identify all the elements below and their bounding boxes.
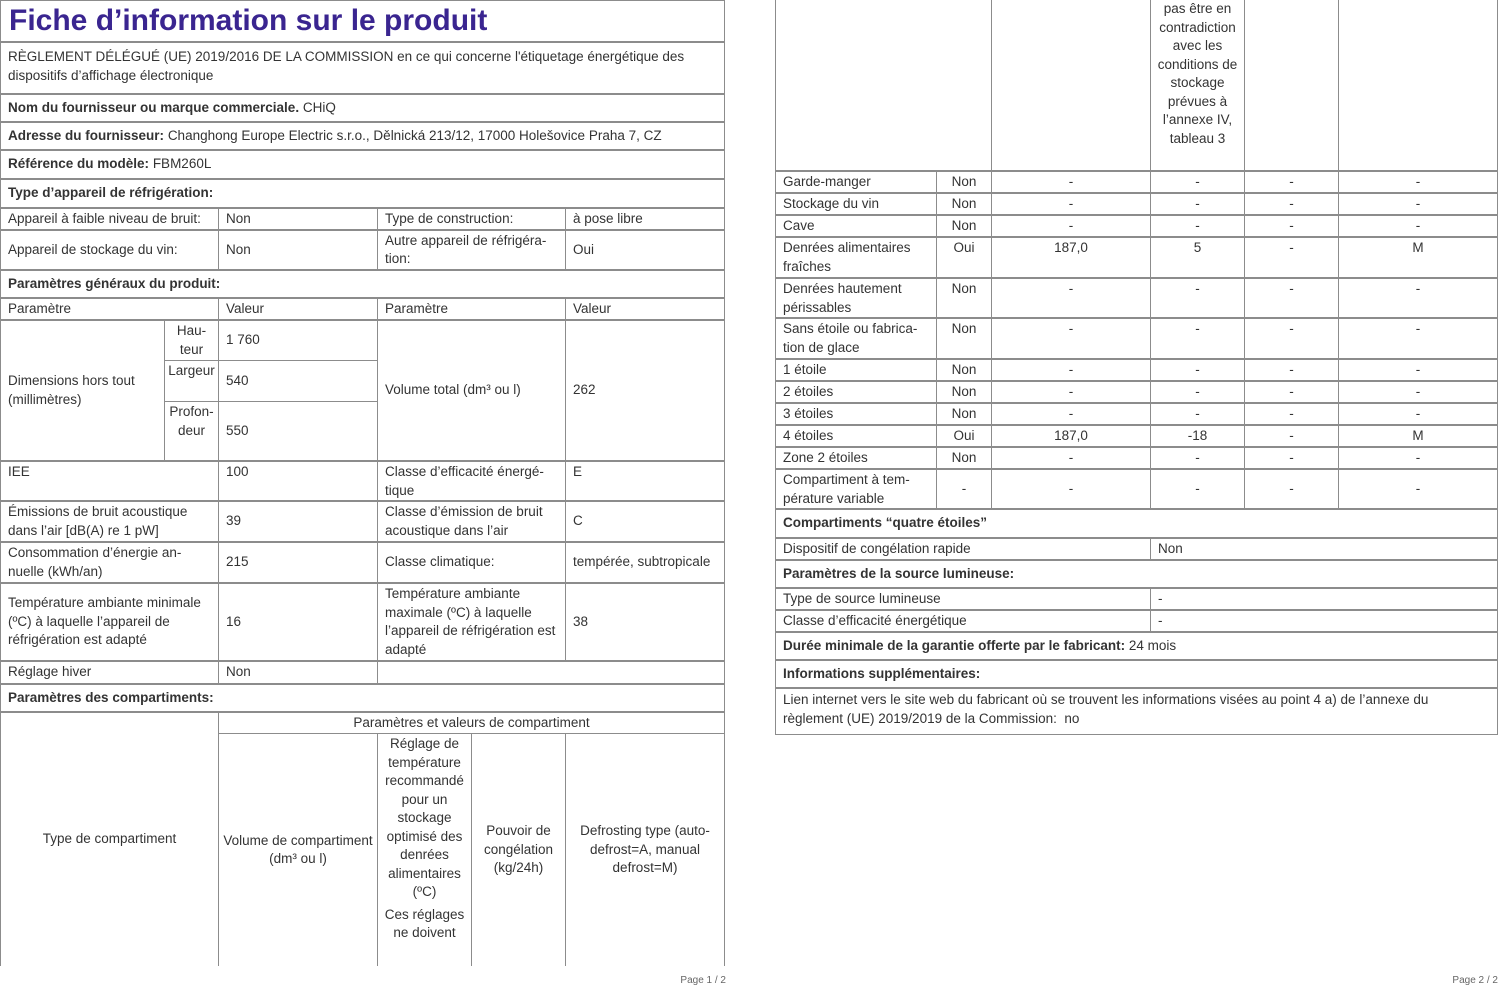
header-volume: Volume de compartiment (dm³ ou l) — [218, 733, 378, 966]
compartment-freezing-cell: - — [1244, 215, 1339, 237]
compartment-present-cell: Non — [936, 381, 992, 403]
light-class-value: - — [1150, 610, 1498, 632]
compartment-present-cell: Non — [936, 215, 992, 237]
total-volume-label: Volume total (dm³ ou l) — [377, 320, 566, 461]
energy-consumption-label: Consommation d’énergie annuelle (kWh/an) — [0, 542, 219, 583]
compartment-temp-cell: - — [1150, 171, 1245, 193]
construction-label: Type de construction: — [377, 208, 566, 230]
compartment-name-cell: 3 étoiles — [775, 403, 937, 425]
supplier-value: CHiQ — [302, 99, 336, 115]
compartment-defrost-cell: - — [1338, 278, 1498, 318]
header-freezing: Pouvoir de congélation (kg/24h) — [471, 733, 566, 966]
manufacturer-link-value: no — [1064, 710, 1080, 726]
other-appliance-value: Oui — [565, 230, 725, 270]
header-compartment-params: Paramètres et valeurs de compartiment — [218, 712, 725, 734]
warranty-value: 24 mois — [1128, 637, 1177, 653]
compartment-name-cell: 2 étoiles — [775, 381, 937, 403]
noise-class-label: Classe d’émission de bruit acoustique dans l’air — [377, 501, 566, 542]
compartment-defrost-cell: M — [1338, 237, 1498, 278]
max-temp-label: Température ambiante maximale (ºC) à laquelle l’appareil de réfrigération est adapté — [377, 583, 566, 661]
compartment-temp-cell: - — [1150, 318, 1245, 359]
model-row — [0, 150, 725, 179]
compartment-freezing-cell: - — [1244, 469, 1339, 509]
width-value: 540 — [218, 360, 378, 402]
model-label: Référence du modèle: — [8, 156, 150, 172]
cont-header-volume — [991, 0, 1151, 171]
compartment-name-cell: Stockage du vin — [775, 193, 937, 215]
compartment-defrost-cell: - — [1338, 193, 1498, 215]
compartment-present-cell: Non — [936, 318, 992, 359]
header-temperature-text: Réglage de température recommandé pour un stockage optimisé des denrées alimentaires (ºC) — [385, 736, 464, 899]
cont-header-type — [775, 0, 992, 171]
width-label: Largeur — [164, 360, 219, 402]
light-params-heading: Paramètres de la source lumineuse: — [775, 560, 1498, 588]
noise-emissions-label: Émissions de bruit acoustique dans l’air [dB(A) re 1 pW] — [0, 501, 219, 542]
compartment-volume-cell: 187,0 — [991, 237, 1151, 278]
compartment-volume-cell: - — [991, 403, 1151, 425]
climate-class-value: tempérée, subtropicale — [565, 542, 725, 583]
wine-storage-value: Non — [218, 230, 378, 270]
compartment-defrost-cell: - — [1338, 447, 1498, 469]
compartment-present-cell: Non — [936, 447, 992, 469]
compartment-freezing-cell: - — [1244, 171, 1339, 193]
compartment-volume-cell: - — [991, 215, 1151, 237]
light-type-value: - — [1150, 588, 1498, 610]
compartment-volume-cell: - — [991, 381, 1151, 403]
low-noise-value: Non — [218, 208, 378, 230]
col-header-value-1: Valeur — [218, 298, 378, 320]
eei-value: 100 — [218, 461, 378, 501]
compartment-temp-cell: - — [1150, 215, 1245, 237]
compartment-freezing-cell: - — [1244, 381, 1339, 403]
address-label: Adresse du fournisseur: — [8, 127, 165, 143]
compartment-temp-cell: -18 — [1150, 425, 1245, 447]
depth-label: Profondeur — [164, 401, 219, 461]
compartment-defrost-cell: - — [1338, 359, 1498, 381]
energy-consumption-value: 215 — [218, 542, 378, 583]
compartment-defrost-cell: - — [1338, 318, 1498, 359]
compartment-freezing-cell: - — [1244, 447, 1339, 469]
compartment-name-cell: 4 étoiles — [775, 425, 937, 447]
compartment-defrost-cell: - — [1338, 171, 1498, 193]
header-compartment-type: Type de compartiment — [0, 712, 219, 966]
climate-class-label: Classe climatique: — [377, 542, 566, 583]
compartment-defrost-cell: - — [1338, 215, 1498, 237]
height-label: Hauteur — [164, 320, 219, 361]
manufacturer-link-row — [775, 688, 1498, 735]
model-value: FBM260L — [152, 156, 212, 172]
page-1-footer: Page 1 / 2 — [680, 975, 726, 986]
light-type-label: Type de source lumineuse — [775, 588, 1151, 610]
min-temp-value: 16 — [218, 583, 378, 661]
compartment-present-cell: Non — [936, 278, 992, 318]
compartment-name-cell: Denrées hautement périssables — [775, 278, 937, 318]
total-volume-value: 262 — [565, 320, 725, 461]
manufacturer-link-text: Lien internet vers le site web du fabricant où se trouvent les informations visées au point 4 a) de l’annexe du règlement (UE) 2019/2019 de la Commission: — [783, 692, 1429, 726]
warranty-label: Durée minimale de la garantie offerte par le fabricant: — [783, 637, 1126, 653]
header-temperature — [377, 733, 472, 966]
compartment-present-cell: Non — [936, 403, 992, 425]
col-header-param-1: Paramètre — [0, 298, 219, 320]
compartment-volume-cell: - — [991, 278, 1151, 318]
low-noise-label: Appareil à faible niveau de bruit: — [0, 208, 219, 230]
height-value: 1 760 — [218, 320, 378, 361]
compartment-name-cell: Garde-manger — [775, 171, 937, 193]
supplier-label: Nom du fournisseur ou marque commerciale. — [8, 99, 300, 115]
compartment-name-cell: Denrées alimentaires fraîches — [775, 237, 937, 278]
dimensions-label: Dimensions hors tout (millimètres) — [0, 320, 165, 461]
compartment-volume-cell: - — [991, 318, 1151, 359]
col-header-param-2: Paramètre — [377, 298, 566, 320]
compartments-heading: Paramètres des compartiments: — [0, 684, 725, 712]
address-row — [0, 122, 725, 150]
compartment-volume-cell: - — [991, 171, 1151, 193]
noise-emissions-value: 39 — [218, 501, 378, 542]
supplier-row — [0, 94, 725, 122]
appliance-type-heading: Type d’appareil de réfrigération: — [0, 179, 725, 208]
compartment-defrost-cell: M — [1338, 425, 1498, 447]
wine-storage-label: Appareil de stockage du vin: — [0, 230, 219, 270]
compartment-temp-cell: - — [1150, 359, 1245, 381]
header-defrost: Defrosting type (auto-defrost=A, manual defrost=M) — [565, 733, 725, 966]
general-params-heading: Paramètres généraux du produit: — [0, 270, 725, 298]
header-temperature-note: Ces réglages ne doivent — [384, 906, 465, 940]
compartment-defrost-cell: - — [1338, 403, 1498, 425]
warranty-row — [775, 632, 1498, 660]
construction-value: à pose libre — [565, 208, 725, 230]
compartment-volume-cell: 187,0 — [991, 425, 1151, 447]
four-star-heading: Compartiments “quatre étoiles” — [775, 509, 1498, 538]
other-appliance-label: Autre appareil de réfrigération: — [377, 230, 566, 270]
quick-freeze-label: Dispositif de congélation rapide — [775, 538, 1151, 560]
min-temp-label: Température ambiante minimale (ºC) à laquelle l’appareil de réfrigération est adapté — [0, 583, 219, 661]
compartment-temp-cell: - — [1150, 278, 1245, 318]
light-class-label: Classe d’efficacité énergétique — [775, 610, 1151, 632]
compartment-volume-cell: - — [991, 447, 1151, 469]
cont-header-temp-note: pas être en contradiction avec les conditions de stockage prévues à l’annexe IV, tableau 3 — [1150, 0, 1245, 171]
compartment-freezing-cell: - — [1244, 237, 1339, 278]
compartment-temp-cell: 5 — [1150, 237, 1245, 278]
compartment-name-cell: Zone 2 étoiles — [775, 447, 937, 469]
compartment-present-cell: Oui — [936, 237, 992, 278]
address-value: Changhong Europe Electric s.r.o., Dělnická 213/12, 17000 Holešovice Praha 7, CZ — [167, 127, 662, 143]
compartment-temp-cell: - — [1150, 403, 1245, 425]
max-temp-value: 38 — [565, 583, 725, 661]
compartment-present-cell: Non — [936, 171, 992, 193]
efficiency-class-label: Classe d’efficacité énergétique — [377, 461, 566, 501]
compartment-temp-cell: - — [1150, 447, 1245, 469]
compartment-present-cell: Oui — [936, 425, 992, 447]
compartment-present-cell: Non — [936, 193, 992, 215]
extra-info-heading: Informations supplémentaires: — [775, 660, 1498, 688]
compartment-name-cell: Cave — [775, 215, 937, 237]
regulation-text: RÈGLEMENT DÉLÉGUÉ (UE) 2019/2016 DE LA COMMISSION en ce qui concerne l'étiquetage énergétique des dispositifs d’affichage électronique — [0, 42, 725, 94]
depth-value: 550 — [218, 401, 378, 461]
compartment-freezing-cell: - — [1244, 425, 1339, 447]
compartment-volume-cell: - — [991, 193, 1151, 215]
efficiency-class-value: E — [565, 461, 725, 501]
noise-class-value: C — [565, 501, 725, 542]
winter-label: Réglage hiver — [0, 661, 219, 684]
compartment-volume-cell: - — [991, 469, 1151, 509]
col-header-value-2: Valeur — [565, 298, 725, 320]
compartment-temp-cell: - — [1150, 381, 1245, 403]
compartment-temp-cell: - — [1150, 469, 1245, 509]
compartment-volume-cell: - — [991, 359, 1151, 381]
compartment-freezing-cell: - — [1244, 359, 1339, 381]
compartment-freezing-cell: - — [1244, 278, 1339, 318]
compartment-name-cell: 1 étoile — [775, 359, 937, 381]
compartment-temp-cell: - — [1150, 193, 1245, 215]
quick-freeze-value: Non — [1150, 538, 1498, 560]
compartment-freezing-cell: - — [1244, 318, 1339, 359]
winter-value: Non — [218, 661, 378, 684]
cont-header-defrost — [1338, 0, 1498, 171]
winter-empty-cell — [377, 661, 725, 684]
eei-label: IEE — [0, 461, 219, 501]
compartment-defrost-cell: - — [1338, 381, 1498, 403]
compartment-freezing-cell: - — [1244, 403, 1339, 425]
compartment-name-cell: Sans étoile ou fabrication de glace — [775, 318, 937, 359]
cont-header-freezing — [1244, 0, 1339, 171]
compartment-defrost-cell: - — [1338, 469, 1498, 509]
compartment-present-cell: - — [936, 469, 992, 509]
page-2-footer: Page 2 / 2 — [1452, 975, 1498, 986]
page-title: Fiche d’information sur le produit — [0, 0, 725, 42]
compartment-name-cell: Compartiment à température variable — [775, 469, 937, 509]
compartment-freezing-cell: - — [1244, 193, 1339, 215]
compartment-present-cell: Non — [936, 359, 992, 381]
